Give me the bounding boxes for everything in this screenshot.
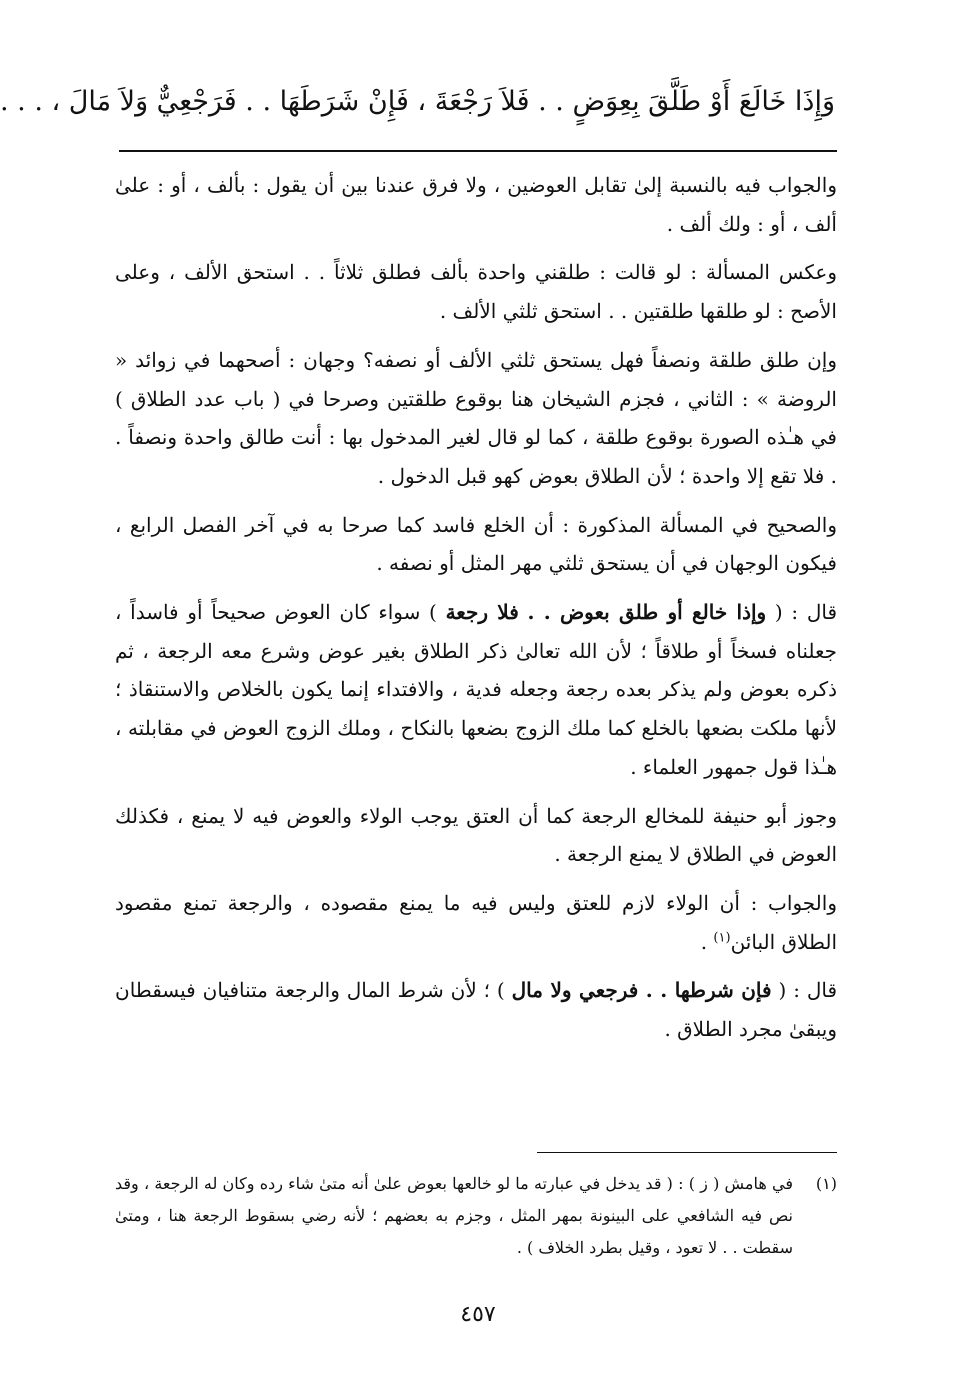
footnote-reference[interactable]: (١) bbox=[713, 930, 731, 945]
main-text bbox=[115, 166, 837, 1059]
paragraph-7 bbox=[115, 884, 837, 961]
quote-open: قال : ( bbox=[774, 600, 838, 625]
header-verse: وَإِذَا خَالَعَ أَوْ طَلَّقَ بِعِوَضٍ . . فَلاَ رَجْعَةَ ، فَإِنْ شَرَطَهَا . . فَرَجْعِيٌّ وَلاَ مَالَ ، . . . bbox=[0, 86, 835, 117]
paragraph-5 bbox=[115, 593, 837, 787]
book-page bbox=[1, 0, 955, 1378]
footnote-number: (١) bbox=[815, 1174, 837, 1193]
footnote bbox=[115, 1168, 837, 1264]
page-number: ٤٥٧ bbox=[460, 1302, 496, 1327]
quoted-text-bold: فإن شرطها . . فرجعي ولا مال bbox=[511, 978, 772, 1003]
quote-open: قال : ( bbox=[778, 978, 838, 1003]
quoted-text-bold-2: فلا رجعة bbox=[445, 600, 519, 625]
paragraph-8 bbox=[115, 971, 837, 1048]
paragraph-6: وجوز أبو حنيفة للمخالع الرجعة كما أن العتق يوجب الولاء والعوض فيه لا يمنع ، فكذلك العوض في الطلاق لا يمنع الرجعة . bbox=[115, 803, 837, 867]
commentary-text: ) ؛ لأن شرط المال والرجعة متنافيان فيسقطان ويبقىٰ مجرد الطلاق . bbox=[115, 978, 837, 1042]
commentary-text: ) سواء كان العوض صحيحاً أو فاسداً ، جعلناه فسخاً أو طلاقاً ؛ لأن الله تعالىٰ ذكر الطلاق بغير عوض وشرع معه الرجعة ، ثم ذكره بعوض ولم يذكر بعده رجعة وجعله فدية ، والافتداء إنما يكون بالخلاص والاستنقاذ ؛ لأنها ملكت بضعها بالخلع كما ملك الزوج بضعها بالنكاح ، وملك الزوج العوض في مقابلته ، هـٰذا قول جمهور العلماء . bbox=[115, 600, 837, 779]
paragraph-7-text: والجواب : أن الولاء لازم للعتق وليس فيه ما يمنع مقصوده ، والرجعة تمنع مقصود الطلاق البائن bbox=[115, 890, 837, 954]
quoted-text-bold-1: وإذا خالع أو طلق بعوض . . bbox=[527, 600, 767, 625]
paragraph-4: والصحيح في المسألة المذكورة : أن الخلع فاسد كما صرحا به في آخر الفصل الرابع ، فيكون الوجهان في أن يستحق ثلثي مهر المثل أو نصفه . bbox=[115, 512, 837, 576]
footnote-divider bbox=[537, 1152, 837, 1153]
paragraph-7-end: . bbox=[700, 929, 714, 954]
footnote-text: في هامش ( ز ) : ( قد يدخل في عبارته ما لو خالعها بعوض علىٰ أنه متىٰ شاء رده وكان له الرجعة ، وقد نص فيه الشافعي على البينونة بمهر المثل ، وجزم به بعضهم ؛ لأنه رضي بسقوط الرجعة هنا ، ومتىٰ سقطت . . لا تعود ، وقيل بطرد الخلاف ) . bbox=[115, 1174, 793, 1257]
paragraph-2: وعكس المسألة : لو قالت : طلقني واحدة بألف فطلق ثلاثاً . . استحق الألف ، وعلى الأصح : لو طلقها طلقتين . . استحق ثلثي الألف . bbox=[115, 260, 837, 324]
paragraph-1: والجواب فيه بالنسبة إلىٰ تقابل العوضين ، ولا فرق عندنا بين أن يقول : بألف ، أو : علىٰ ألف ، أو : ولك ألف . bbox=[115, 173, 837, 236]
paragraph-3: وإن طلق طلقة ونصفاً فهل يستحق ثلثي الألف أو نصفه؟ وجهان : أصحهما في زوائد « الروضة » : الثاني ، فجزم الشيخان هنا بوقوع طلقتين وصرحا في ( باب عدد الطلاق ) في هـٰذه الصورة بوقوع طلقة ، كما لو قال لغير المدخول بها : أنت طالق واحدة ونصفاً . . فلا تقع إلا واحدة ؛ لأن الطلاق بعوض كهو قبل الدخول . bbox=[115, 347, 837, 488]
header-divider bbox=[119, 150, 837, 152]
